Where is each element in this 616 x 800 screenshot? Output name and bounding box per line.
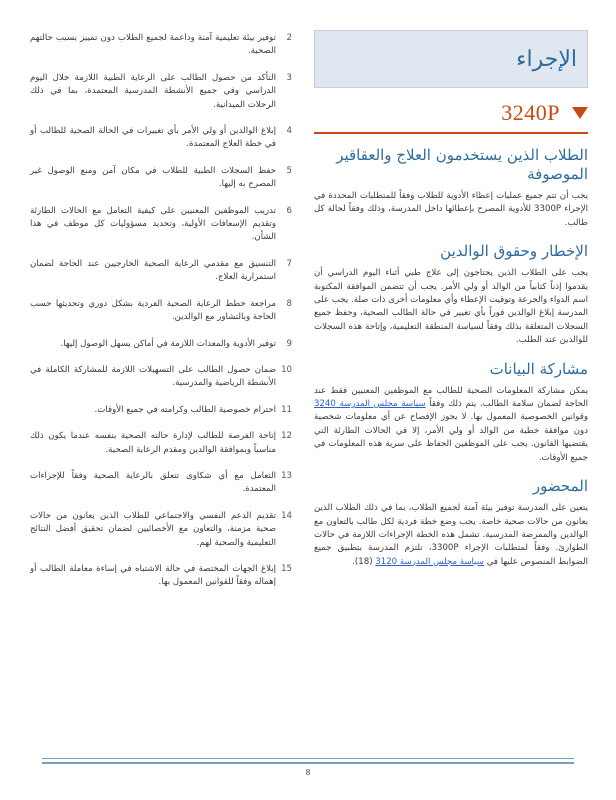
list-item-number: 12 — [281, 431, 292, 442]
footer-divider — [42, 758, 574, 759]
list-item-number: 8 — [286, 298, 292, 309]
triangle-marker-icon — [572, 107, 588, 119]
list-item-text: إتاحة الفرصة للطالب لإدارة حالته الصحية بنفسه عندما يكون ذلك مناسباً وبموافقة الوالدين ومقدم الرعاية الصحية. — [30, 431, 276, 455]
left-column-numbered-list — [30, 32, 292, 616]
list-item-text: تدريب الموظفين المعنيين على كيفية التعامل مع الحالات الطارئة وتقديم الإسعافات الأولية، وتحديد مسؤوليات كل موظف في هذا الشأن. — [30, 205, 276, 243]
section-heading-attendance: المحضور — [532, 477, 588, 496]
list-item-text: توفير الأدوية والمعدات اللازمة في أماكن يسهل الوصول إليها. — [60, 338, 276, 349]
list-item — [30, 563, 292, 590]
section-heading-notification: الإخطار وحقوق الوالدين — [440, 242, 588, 261]
list-item-text: احترام خصوصية الطالب وكرامته في جميع الأوقات. — [94, 404, 276, 415]
list-item — [30, 72, 292, 112]
list-item — [30, 510, 292, 550]
paragraph-text: يمكن مشاركة المعلومات الصحية للطالب مع الموظفين المعنيين فقط عند الحاجة لضمان سلامة الطالب. يتم ذلك وفقاً — [314, 385, 588, 410]
list-item-text: ضمان حصول الطالب على التسهيلات اللازمة للمشاركة الكاملة في الأنشطة الرياضية والمدرسية. — [30, 364, 276, 389]
list-item-number: 9 — [286, 338, 292, 349]
list-item-number: 7 — [286, 258, 292, 269]
list-item — [30, 470, 292, 497]
list-item-number: 13 — [281, 470, 292, 481]
procedure-code: 3240P — [501, 100, 560, 125]
section-paragraph-attendance — [314, 502, 588, 569]
list-item — [30, 258, 292, 285]
list-item — [30, 298, 292, 325]
list-item-number: 10 — [281, 364, 292, 375]
code-divider — [314, 132, 588, 134]
list-item-text: التعامل مع أي شكاوى تتعلق بالرعاية الصحية وفقاً للإجراءات المعتمدة. — [30, 470, 276, 495]
list-item-number: 5 — [286, 165, 292, 176]
list-item-text: حفظ السجلات الطبية للطلاب في مكان آمن ومنع الوصول غير المصرح به إليها. — [30, 165, 276, 190]
list-item — [30, 32, 292, 59]
list-item-number: 14 — [281, 510, 292, 521]
section-paragraph-data-sharing — [314, 385, 588, 465]
list-item-text: إبلاغ الجهات المختصة في حالة الاشتباه في إساءة معاملة الطالب أو إهماله وفقاً للقوانين المعمول بها. — [30, 563, 276, 588]
list-item-number: 4 — [286, 126, 292, 137]
section-paragraph-medication: يجب أن تتم جميع عمليات إعطاء الأدوية للطلاب وفقاً للمتطلبات المحددة في الإجراء 3300P للأدوية المصرح بإعطائها داخل المدرسة، وذلك وفقاً لحالة كل طالب. — [314, 191, 588, 228]
list-item-number: 3 — [286, 72, 292, 83]
list-item — [30, 364, 292, 391]
list-item — [30, 125, 292, 152]
right-column — [314, 30, 588, 573]
list-item-text: إبلاغ الوالدين أو ولي الأمر بأي تغييرات في الحالة الصحية للطالب أو في خطة العلاج المعتمدة. — [30, 126, 276, 150]
footer-divider — [42, 762, 574, 764]
list-item — [30, 165, 292, 192]
page-number: 8 — [305, 768, 311, 777]
list-item-number: 6 — [286, 205, 292, 216]
list-item — [30, 404, 292, 417]
section-paragraph-notification: يجب على الطلاب الذين يحتاجون إلى علاج طبي أثناء اليوم الدراسي أن يقدموا إذناً كتابياً من الوالد أو ولي الأمر. يجب أن تتضمن الموافقة المكتوبة اسم الدواء والجرعة وتوقيت الإعطاء وأي معلومات أخرى ذات صلة. يجب على المدرسة إبلاغ الوالدين فوراً بأي تغيير في حالة الطالب الصحية، وحفظ جميع السجلات المتعلقة بذلك وفقاً لسياسة المنطقة التعليمية، وإتاحة هذه السجلات للوالدين عند الطلب. — [314, 268, 588, 346]
list-item — [30, 205, 292, 245]
list-item-number: 2 — [286, 33, 292, 43]
list-item-text: مراجعة خطط الرعاية الصحية الفردية بشكل دوري وتحديثها حسب الحاجة وبالتشاور مع الوالدين. — [30, 298, 276, 323]
procedure-code-row — [314, 100, 588, 126]
section-heading-medication: الطلاب الذين يستخدمون العلاج والعقاقير الموصوفة — [336, 146, 588, 183]
list-item-text: التنسيق مع مقدمي الرعاية الصحية الخارجيين عند الحاجة لضمان استمرارية العلاج. — [30, 258, 276, 283]
list-item-text: توفير بيئة تعليمية آمنة وداعمة لجميع الطلاب دون تمييز بسبب حالتهم الصحية. — [30, 33, 276, 57]
list-item — [30, 338, 292, 351]
policy-3240-link[interactable]: سياسة مجلس المدرسة 3240 — [314, 399, 426, 410]
list-item-number: 11 — [281, 404, 292, 415]
list-item-text: تقديم الدعم النفسي والاجتماعي للطلاب الذين يعانون من حالات صحية مزمنة، والتعاون مع الأخصائيين لضمان تحقيق أفضل النتائج التعليمية والصحية لهم. — [30, 510, 276, 548]
page-title: الإجراء — [314, 30, 588, 88]
list-item-number: 15 — [281, 563, 292, 574]
list-item-text: التأكد من حصول الطالب على الرعاية الطبية اللازمة خلال اليوم الدراسي وفي جميع الأنشطة المدرسية المعتمدة، بما في ذلك الرحلات الميدانية. — [30, 72, 276, 110]
paragraph-text: (18). — [352, 556, 376, 567]
paragraph-text: وقوانين الخصوصية المعمول بها. لا يجوز الإفصاح عن أي معلومات شخصية دون موافقة خطية من الوالد أو ولي الأمر، إلا في الحالات الطارئة التي يقتضيها القانون. يجب على الموظفين الحفاظ على سرية هذه المعلومات في جميع الأوقات. — [314, 412, 588, 463]
paragraph-text: يتعين على المدرسة توفير بيئة آمنة لجميع الطلاب، بما في ذلك الطلاب الذين يعانون من حالات صحية خاصة. يجب وضع خطة فردية لكل طالب بالتعاون مع الوالدين والممرضة المدرسية. تشمل هذه الخطة الإجراءات اللازمة في حالات الطوارئ. وفقاً لمتطلبات الإجراء 3300P، تلتزم المدرسة بتطبيق جميع الضوابط المنصوص عليها في — [314, 503, 588, 567]
list-item — [30, 430, 292, 457]
policy-3120-link[interactable]: سياسة مجلس المدرسة 3120 — [375, 556, 484, 567]
section-heading-data-sharing: مشاركة البيانات — [489, 359, 588, 378]
